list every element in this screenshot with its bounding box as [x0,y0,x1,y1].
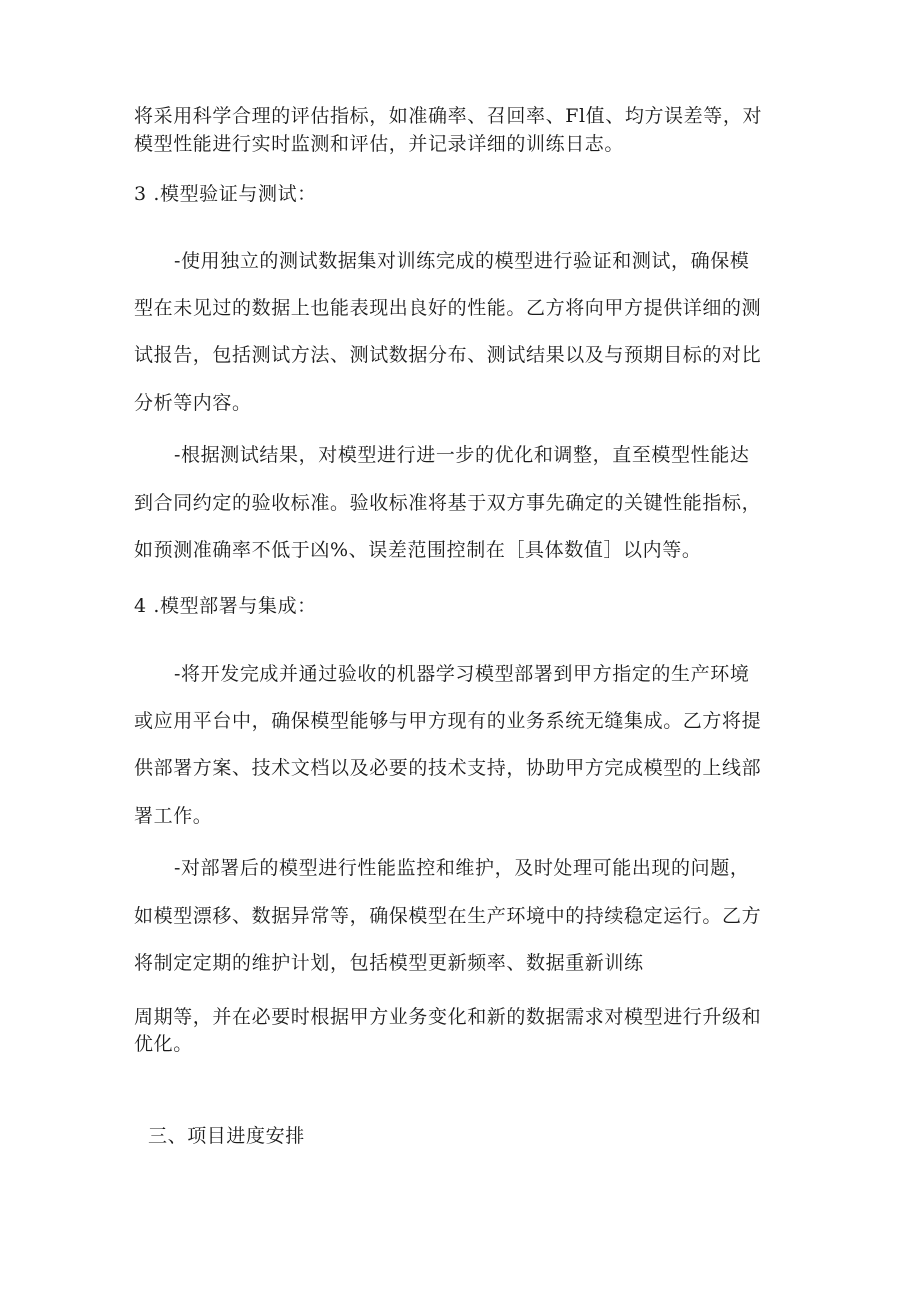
section3-p2-line-2: 到合同约定的验收标准。验收标准将基于双方事先确定的关键性能指标， [134,492,762,514]
section3-p1-line-3: 试报告，包括测试方法、测试数据分布、测试结果以及与预期目标的对比 [134,344,762,366]
section4-p2-line-1: -对部署后的模型进行性能监控和维护，及时处理可能出现的问题， [174,857,750,879]
section4-p1-line-3: 供部署方案、技术文档以及必要的技术支持，协助甲方完成模型的上线部 [134,757,762,779]
section3-p1-line-2: 型在未见过的数据上也能表现出良好的性能。乙方将向甲方提供详细的测 [134,297,762,319]
intro-line-2: 模型性能进行实时监测和评估，并记录详细的训练日志。 [134,133,625,155]
section4-p1-line-4: 署工作。 [134,805,213,827]
section4-p1-line-2: 或应用平台中，确保模型能够与甲方现有的业务系统无缝集成。乙方将提 [134,710,762,732]
section4-p3-line-2: 优化。 [134,1033,193,1055]
section4-p2-line-2: 如模型漂移、数据异常等，确保模型在生产环境中的持续稳定运行。乙方 [134,905,762,927]
section3-p2-line-1: -根据测试结果，对模型进行进一步的优化和调整，直至模型性能达 [174,444,750,466]
heading-model-validation: 3 .模型验证与测试： [134,183,317,205]
section-title-schedule: 三、项目进度安排 [148,1125,305,1147]
section3-p1-line-4: 分析等内容。 [134,392,252,414]
intro-line-1: 将采用科学合理的评估指标，如准确率、召回率、Fl值、均方误差等，对 [134,105,763,127]
section4-p3-line-1: 周期等，并在必要时根据甲方业务变化和新的数据需求对模型进行升级和 [134,1006,762,1028]
section4-p1-line-1: -将开发完成并通过验收的机器学习模型部署到甲方指定的生产环境 [174,663,750,685]
section4-p2-line-3: 将制定定期的维护计划，包括模型更新频率、数据重新训练 [134,952,644,974]
section3-p2-line-3: 如预测准确率不低于凶%、误差范围控制在［具体数值］以内等。 [134,539,702,561]
heading-model-deployment: 4 .模型部署与集成： [134,595,317,617]
section3-p1-line-1: -使用独立的测试数据集对训练完成的模型进行验证和测试，确保模 [174,250,750,272]
